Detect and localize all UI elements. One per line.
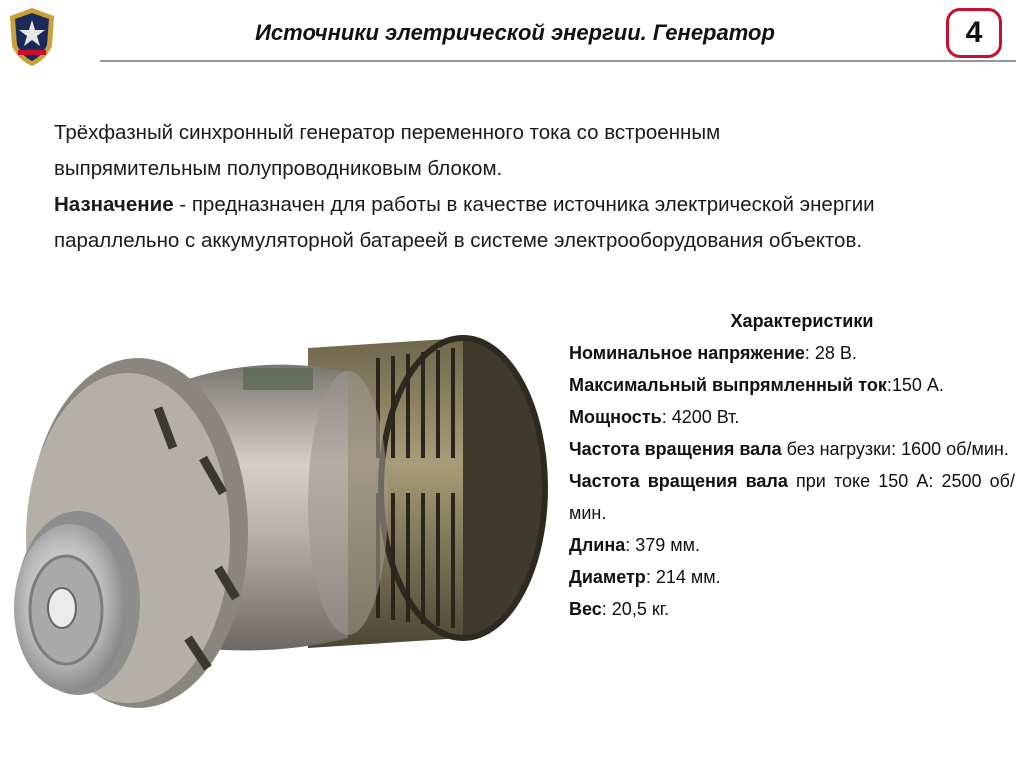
spec-item: [569, 465, 1015, 529]
spec-value: :150 А.: [886, 375, 944, 395]
spec-value: : 20,5 кг.: [601, 599, 670, 619]
purpose-text: - предназначен для работы в качестве источника электрической энергии: [173, 193, 875, 216]
specs-block: [569, 305, 1015, 625]
spec-item: [569, 337, 1015, 369]
spec-label: Максимальный выпрямленный ток: [569, 375, 887, 395]
spec-item: [569, 529, 1015, 561]
intro-line: Трёхфазный синхронный генератор переменного тока со встроенным: [54, 121, 721, 144]
spec-value: : 4200 Вт.: [661, 407, 740, 427]
title-divider: [100, 60, 1016, 62]
intro-line: выпрямительным полупроводниковым блоком.: [54, 157, 503, 180]
generator-image: [8, 318, 560, 758]
emblem-logo: [6, 6, 58, 68]
purpose-line: [54, 187, 1004, 223]
intro-line: параллельно с аккумуляторной батареей в системе электрооборудования объектов.: [54, 229, 863, 252]
spec-value: : 28 В.: [804, 343, 857, 363]
spec-item: [569, 593, 1015, 625]
spec-label: Частота вращения вала: [569, 439, 782, 459]
spec-label: Вес: [569, 599, 602, 619]
spec-item: [569, 433, 1015, 465]
spec-label: Мощность: [569, 407, 662, 427]
spec-value: : 214 мм.: [645, 567, 721, 587]
spec-value: : 379 мм.: [625, 535, 701, 555]
spec-label: Диаметр: [569, 567, 646, 587]
spec-item: [569, 401, 1015, 433]
spec-value: без нагрузки: 1600 об/мин.: [781, 439, 1009, 459]
purpose-label: Назначение: [54, 193, 174, 216]
spec-label: Частота вращения вала: [569, 471, 788, 491]
spec-label: Длина: [569, 535, 626, 555]
specs-heading: Характеристики: [730, 311, 874, 331]
intro-text: [54, 115, 1004, 259]
page-number-badge: 4: [946, 8, 1002, 58]
spec-value: при токе 150 А: 2500 об/мин.: [569, 471, 1015, 523]
spec-label: Номинальное напряжение: [569, 343, 805, 363]
page-title: Источники элетрической энергии. Генератор: [255, 20, 775, 45]
spec-item: [569, 561, 1015, 593]
spec-item: [569, 369, 1015, 401]
